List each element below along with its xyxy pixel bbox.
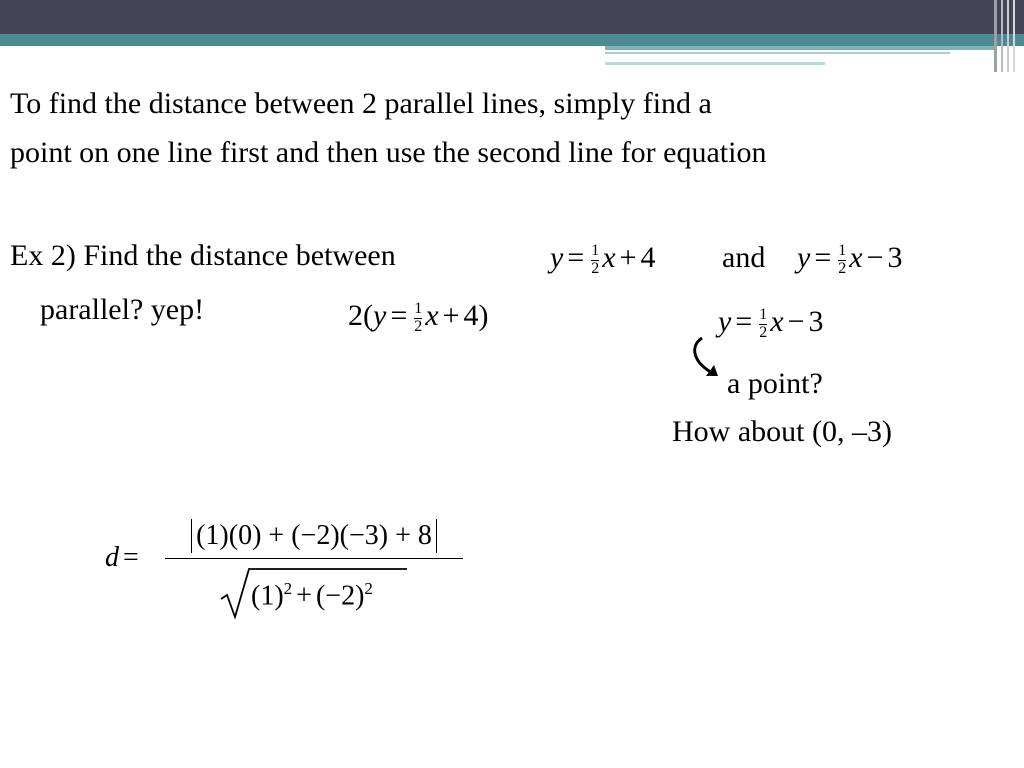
header-stripe bbox=[0, 34, 1024, 46]
distance-denominator: $(1)^2 + (-2)^2$ bbox=[165, 559, 463, 619]
intro-line-1: To find the distance between 2 parallel lines, simply find a bbox=[10, 87, 712, 120]
example-label: Ex 2) Find the distance between bbox=[10, 239, 396, 272]
header-accent-line bbox=[605, 46, 995, 50]
point-question: a point? bbox=[727, 367, 823, 400]
header-accent-line bbox=[605, 62, 825, 65]
equation-line-1: y = $\frac{1}{2}$ x + 4 bbox=[550, 241, 656, 278]
header-bar bbox=[0, 0, 1024, 34]
distance-fraction bbox=[165, 514, 463, 619]
equation-line-2: y = $\frac{1}{2}$ x − 3 bbox=[797, 241, 903, 278]
header-accent-line bbox=[605, 52, 950, 54]
equation-second-line: y = $\frac{1}{2}$ x − 3 bbox=[718, 305, 824, 342]
distance-lhs: d = bbox=[105, 542, 139, 573]
point-answer: How about (0, –3) bbox=[672, 415, 892, 448]
equation-multiplied: 2(y = $\frac{1}{2}$ x + 4) bbox=[348, 299, 489, 336]
parallel-question: parallel? yep! bbox=[40, 293, 205, 326]
distance-numerator: (1)(0) + (−2)(−3) + 8 bbox=[165, 514, 463, 559]
intro-line-2: point on one line first and then use the second line for equation bbox=[10, 136, 767, 169]
and-connector: and bbox=[722, 241, 766, 274]
header-right-stripes bbox=[992, 0, 1024, 72]
curved-arrow-icon bbox=[688, 334, 728, 384]
